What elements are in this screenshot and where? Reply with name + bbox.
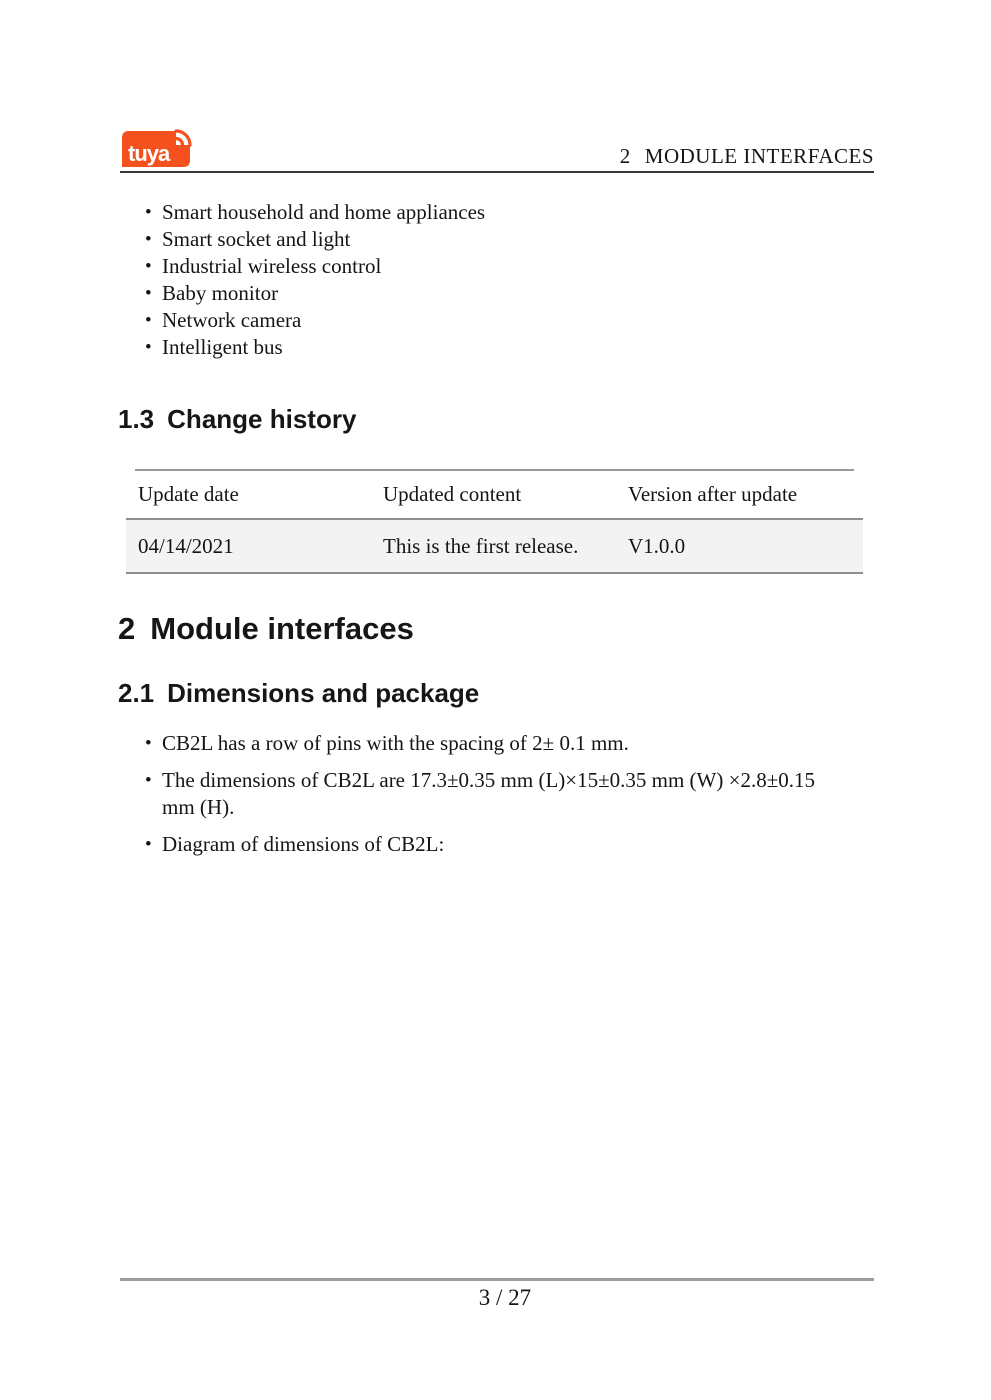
table-cell-version: V1.0.0	[628, 533, 686, 558]
list-item	[143, 767, 843, 821]
table-header-row	[126, 471, 863, 518]
footer-rule	[120, 1278, 874, 1281]
header-rule	[120, 171, 874, 173]
chapter-heading-module-interfaces	[118, 612, 414, 646]
tuya-logo	[122, 126, 194, 170]
list-item-text: CB2L has a row of pins with the spacing of 2± 0.1 mm.	[162, 731, 629, 755]
list-item	[143, 307, 485, 334]
list-item-text: Diagram of dimensions of CB2L:	[162, 832, 445, 856]
list-item-text: Smart socket and light	[162, 227, 351, 251]
section-number: 1.3	[118, 404, 155, 434]
dimensions-list	[143, 730, 843, 868]
section-heading-dimensions	[118, 679, 479, 708]
page-number: 3 / 27	[478, 1285, 532, 1310]
logo-wordmark: tuya	[128, 141, 170, 166]
list-item-text: Intelligent bus	[162, 335, 283, 359]
list-item	[143, 253, 485, 280]
section-number: 2.1	[118, 678, 155, 708]
chapter-number: 2	[118, 611, 136, 646]
chapter-title: Module interfaces	[150, 611, 414, 646]
list-item-text: Network camera	[162, 308, 302, 332]
column-header: Update date	[138, 482, 239, 506]
column-header: Updated content	[383, 482, 522, 506]
list-item-text: Smart household and home appliances	[162, 200, 486, 224]
list-item	[143, 334, 485, 361]
list-item	[143, 730, 843, 757]
running-header	[620, 144, 874, 169]
application-list	[143, 199, 485, 361]
table-cell-update-date: 04/14/2021	[138, 533, 234, 558]
table-bottom-rule	[126, 572, 863, 574]
column-header: Version after update	[628, 482, 798, 506]
table-cell-updated-content: This is the first release.	[383, 533, 579, 558]
list-item-text: The dimensions of CB2L are 17.3±0.35 mm (L)×15±0.35 mm (W) ×2.8±0.15 mm (H).	[162, 768, 815, 819]
section-title: Dimensions and package	[167, 678, 480, 708]
section-heading-change-history	[118, 405, 356, 434]
list-item	[143, 199, 485, 226]
running-header-title: MODULE INTERFACES	[644, 144, 874, 168]
list-item	[143, 831, 843, 858]
running-header-number: 2	[619, 144, 631, 168]
tuya-logo-icon	[122, 126, 194, 170]
list-item	[143, 280, 485, 307]
section-title: Change history	[167, 404, 357, 434]
list-item-text: Industrial wireless control	[162, 254, 382, 278]
change-history-table	[126, 469, 863, 574]
list-item	[143, 226, 485, 253]
table-row	[126, 520, 863, 572]
list-item-text: Baby monitor	[162, 281, 279, 305]
